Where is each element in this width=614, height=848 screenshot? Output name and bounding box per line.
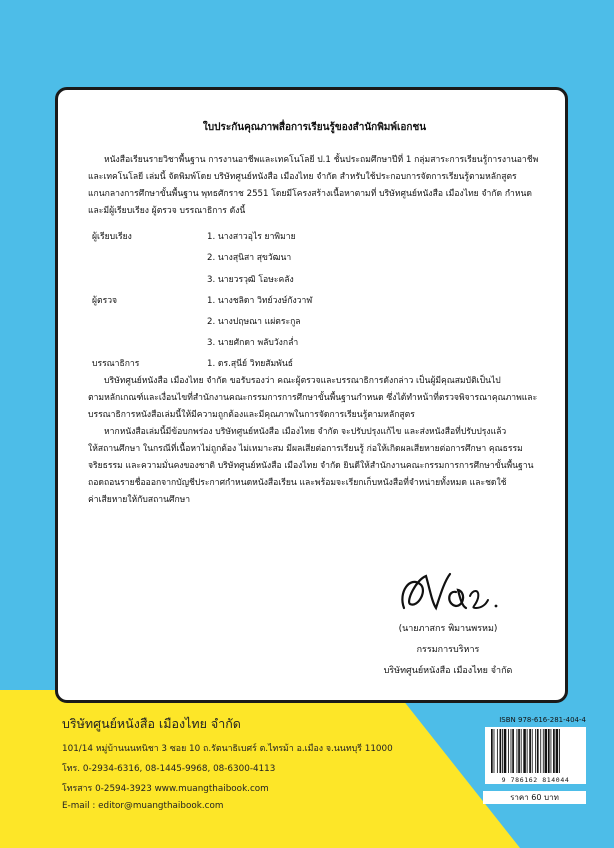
certification-paragraph <box>88 373 544 424</box>
barcode-bar <box>517 729 518 773</box>
reviewer-name: 3. นายศักดา พลับวังกล่ำ <box>207 338 299 348</box>
barcode-bar <box>537 729 539 773</box>
barcode-bar <box>545 729 548 773</box>
barcode-bar <box>500 729 502 773</box>
footer-address: 101/14 หมู่บ้านนนทนิชา 3 ซอย 10 ถ.รัตนาธิเบศร์ ต.ไทรม้า อ.เมือง จ.นนทบุรี 11000 <box>62 744 393 754</box>
barcode-bar <box>535 729 536 773</box>
isbn-label: ISBN 978-616-281-404-4 <box>499 716 586 724</box>
barcode-bar <box>502 729 503 773</box>
price-label: ราคา 60 บาท <box>483 791 586 804</box>
editor-name: 1. ดร.สุนีย์ วิทยสัมพันธ์ <box>207 359 293 369</box>
barcode-bar <box>512 729 514 773</box>
reviewers-label: ผู้ตรวจ <box>92 296 118 306</box>
text-line: แกนกลางการศึกษาขั้นพื้นฐาน พุทธศักราช 2551 โดยมีโครงสร้างเนื้อหาตามที่ บริษัทศูนย์หนังสือ เมืองไทย จำกัด กำหนด <box>88 189 532 199</box>
barcode-bar <box>548 729 550 773</box>
barcode-bar <box>529 729 531 773</box>
intro-paragraph <box>88 152 544 220</box>
author-name: 2. นางสุนิสา สุขวัฒนา <box>207 253 292 263</box>
signer-company: บริษัทศูนย์หนังสือ เมืองไทย จำกัด <box>383 666 513 676</box>
barcode-bar <box>559 729 560 773</box>
barcode-bar <box>540 729 541 773</box>
barcode-bar <box>521 729 522 773</box>
footer-fax-website: โทรสาร 0-2594-3923 www.muangthaibook.com <box>62 784 269 794</box>
signer-name: (นายภาสกร พิมานพรหม) <box>398 624 498 634</box>
barcode-bar <box>497 729 498 773</box>
reviewer-name: 1. นางชลิดา วิทย์วงษ์กังวาฬ <box>207 296 313 306</box>
text-line: ค่าเสียหายให้กับสถานศึกษา <box>88 495 191 505</box>
text-line: ให้สถานศึกษา ในกรณีที่เนื้อหาไม่ถูกต้อง ไม่เหมาะสม มีผลเสียต่อการเรียนรู้ ก่อให้เกิดผลเสียหายต่อการศึกษา คุณธรรม <box>88 444 523 454</box>
editor-row <box>92 356 293 373</box>
barcode-bar <box>553 729 555 773</box>
reviewer-name: 2. นางปฤษณา แผ่ตระกูล <box>207 317 301 327</box>
barcode-bar <box>518 729 520 773</box>
barcode-bar <box>532 729 533 773</box>
barcode-bar <box>527 729 528 773</box>
author-name: 3. นายวรวุฒิ โอษะคลัง <box>207 275 294 285</box>
barcode-bar <box>523 729 526 773</box>
reviewers-row <box>92 293 312 310</box>
author-name: 1. นางสาวอุไร ยาพิมาย <box>207 232 296 242</box>
footer-company-name: บริษัทศูนย์หนังสือ เมืองไทย จำกัด <box>62 716 241 731</box>
editor-label: บรรณาธิการ <box>92 359 140 369</box>
text-line: บรรณาธิการหนังสือเล่มนี้ให้มีความถูกต้องและมีคุณภาพในการจัดการเรียนรู้ตามหลักสูตร <box>88 410 415 420</box>
barcode-bar <box>508 729 509 773</box>
card-title: ใบประกันคุณภาพสื่อการเรียนรู้ของสำนักพิมพ์เอกชน <box>202 122 427 133</box>
barcode <box>485 727 586 784</box>
authors-label: ผู้เรียบเรียง <box>92 232 132 242</box>
barcode-bar <box>504 729 507 773</box>
barcode-bar <box>551 729 552 773</box>
quality-guarantee-card <box>55 87 568 703</box>
text-line: และเทคโนโลยี เล่มนี้ จัดพิมพ์โดย บริษัทศูนย์หนังสือ เมืองไทย จำกัด สำหรับใช้ประกอบการจัดการเรียนรู้ตามหลักสูตร <box>88 172 517 182</box>
barcode-bar <box>543 729 544 773</box>
barcode-bar <box>494 729 495 773</box>
text-line: และมีผู้เรียบเรียง ผู้ตรวจ บรรณาธิการ ดังนี้ <box>88 206 246 216</box>
text-line: หนังสือเรียนรายวิชาพื้นฐาน การงานอาชีพและเทคโนโลยี ป.1 ชั้นประถมศึกษาปีที่ 1 กลุ่มสาระการเรียนรู้การงานอาชีพ <box>104 155 539 165</box>
signer-position: กรรมการบริหาร <box>416 645 480 655</box>
barcode-digits: 9 786162 814044 <box>501 776 570 784</box>
footer-email: E-mail : editor@muangthaibook.com <box>62 801 224 811</box>
authors-row <box>92 229 296 246</box>
handwritten-signature <box>396 568 511 620</box>
text-line: จริยธรรม และความมั่นคงของชาติ บริษัทศูนย์หนังสือ เมืองไทย จำกัด ยินดีให้สำนักงานคณะกรรมการการศึกษาขั้นพื้นฐาน <box>88 461 534 471</box>
text-line: บริษัทศูนย์หนังสือ เมืองไทย จำกัด ขอรับรองว่า คณะผู้ตรวจและบรรณาธิการดังกล่าว เป็นผู้มีคุณสมบัติเป็นไป <box>104 376 501 386</box>
text-line: ตามหลักเกณฑ์และเงื่อนไขที่สำนักงานคณะกรรมการการศึกษาขั้นพื้นฐานกำหนด ซึ่งได้ทำหน้าที่ตรวจพิจารณาคุณภาพและ <box>88 393 538 403</box>
barcode-bar <box>556 729 559 773</box>
footer-phone: โทร. 0-2934-6316, 08-1445-9968, 08-6300-4113 <box>62 764 276 774</box>
barcode-bar <box>491 729 493 773</box>
text-line: หากหนังสือเล่มนี้มีข้อบกพร่อง บริษัทศูนย์หนังสือ เมืองไทย จำกัด จะปรับปรุงแก้ไข และส่งหนังสือที่ปรับปรุงแล้ว <box>104 427 507 437</box>
barcode-bar <box>511 729 512 773</box>
defect-policy-paragraph <box>88 424 544 509</box>
text-line: ถอดถอนรายชื่อออกจากบัญชีประกาศกำหนดหนังสือเรียน และพร้อมจะเรียกเก็บหนังสือที่จำหน่ายทั้งหมด และชดใช้ <box>88 478 507 488</box>
